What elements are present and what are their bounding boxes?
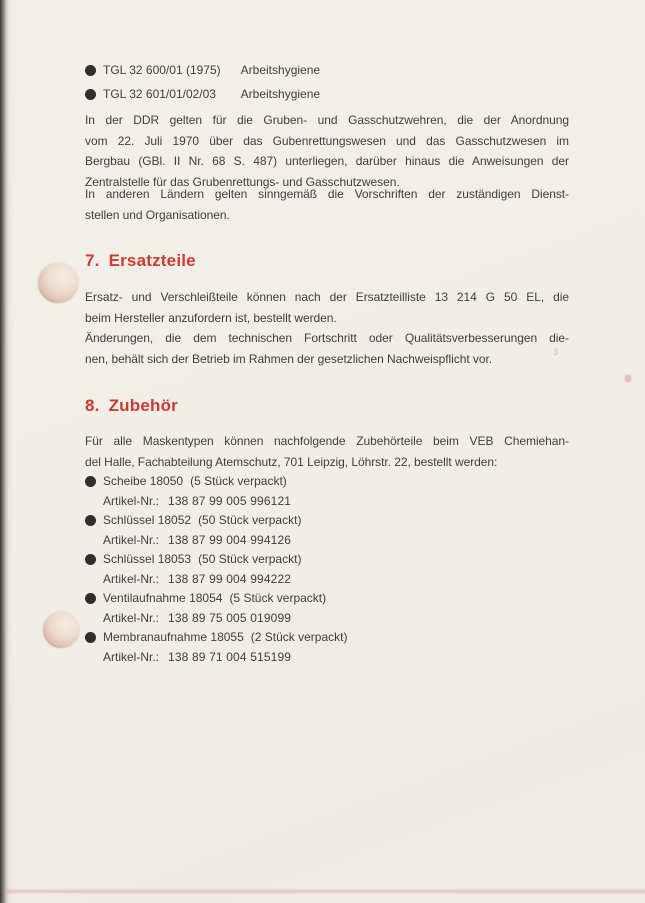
tgl-list-item: [85, 82, 569, 106]
article-label: Artikel-Nr.:: [103, 533, 160, 547]
tgl-code: TGL 32 600/01 (1975): [103, 63, 221, 77]
paragraph-accessories-intro: [85, 431, 569, 472]
section-number: 7.: [85, 251, 100, 270]
paragraph-line: In anderen Ländern gelten sinngemäß die Vorschriften der zuständigen Dienst-: [85, 187, 569, 201]
accessory-item: [85, 627, 569, 667]
article-number: 138 87 99 004 994126: [168, 533, 292, 547]
bullet-icon: [85, 593, 96, 604]
accessory-name: Schlüssel 18053: [103, 552, 192, 566]
paragraph-spare-parts-order: [85, 287, 569, 328]
paragraph-line: In der DDR gelten für die Gruben- und Gasschutzwehren, die der Anordnung: [85, 113, 569, 127]
tgl-standards-list: [85, 58, 569, 106]
accessory-article-line: [103, 530, 569, 550]
accessory-name-line: [103, 510, 569, 530]
paragraph-line: Änderungen, die dem technischen Fortschritt oder Qualitätsverbesserungen die-: [85, 331, 569, 345]
accessory-article-line: [103, 647, 569, 667]
bullet-icon: [85, 476, 96, 487]
bullet-icon: [85, 515, 96, 526]
accessory-name-line: [103, 549, 569, 569]
paragraph-line: beim Hersteller anzufordern ist, bestellt werden.: [85, 310, 337, 325]
section-title: Ersatzteile: [108, 251, 196, 270]
article-number: 138 89 71 004 515199: [168, 650, 292, 664]
bullet-icon: [85, 632, 96, 643]
accessory-name-line: [103, 627, 569, 647]
paragraph-line: Für alle Maskentypen können nachfolgende Zubehörteile beim VEB Chemiehan-: [85, 434, 569, 448]
paragraph-line: del Halle, Fachabteilung Atemschutz, 701 Leipzig, Löhrstr. 22, bestellt werden:: [85, 454, 498, 469]
bullet-icon: [85, 65, 96, 76]
accessory-pack: (5 Stück verpackt): [229, 591, 327, 605]
accessory-name: Schlüssel 18052: [103, 513, 192, 527]
article-label: Artikel-Nr.:: [103, 494, 160, 508]
paragraph-line: Ersatz- und Verschleißteile können nach der Ersatzteilliste 13 214 G 50 EL, die: [85, 290, 569, 304]
section-heading-ersatzteile: [85, 250, 569, 272]
accessory-article-line: [103, 491, 569, 511]
accessory-name-line: [103, 588, 569, 608]
accessory-item: [85, 471, 569, 511]
accessory-name: Scheibe 18050: [103, 474, 184, 488]
stray-print-mark: 3: [553, 347, 559, 357]
paragraph-line: Zentralstelle für das Grubenrettungs- und Gasschutzwesen.: [85, 174, 400, 189]
article-number: 138 89 75 005 019099: [168, 611, 292, 625]
article-number: 138 87 99 005 996121: [168, 494, 292, 508]
accessory-pack: (50 Stück verpackt): [198, 513, 302, 527]
article-label: Artikel-Nr.:: [103, 611, 160, 625]
article-label: Artikel-Nr.:: [103, 650, 160, 664]
accessory-item: [85, 588, 569, 628]
paragraph-other-countries: [85, 184, 569, 225]
section-title: Zubehör: [108, 396, 178, 415]
section-number: 8.: [85, 396, 100, 415]
next-page-pink-edge: [6, 888, 645, 894]
accessory-article-line: [103, 569, 569, 589]
punch-hole-bottom: [43, 612, 79, 648]
book-spine-edge: [0, 0, 14, 903]
tgl-list-item: [85, 58, 569, 82]
accessory-pack: (50 Stück verpackt): [198, 552, 302, 566]
bullet-icon: [85, 554, 96, 565]
article-label: Artikel-Nr.:: [103, 572, 160, 586]
bullet-icon: [85, 89, 96, 100]
paragraph-technical-changes: [85, 328, 569, 369]
article-number: 138 87 99 004 994222: [168, 572, 292, 586]
paragraph-line: vom 22. Juli 1970 über das Gubenrettungswesen und das Gasschutzwesen im: [85, 133, 569, 148]
accessory-article-line: [103, 608, 569, 628]
stray-print-dot: [625, 375, 631, 382]
accessory-pack: (2 Stück verpackt): [250, 630, 348, 644]
punch-hole-top: [38, 263, 78, 303]
accessory-pack: (5 Stück verpackt): [190, 474, 287, 488]
paragraph-line: nen, behält sich der Betrieb im Rahmen der gesetzlichen Nachweispflicht vor.: [85, 351, 493, 366]
tgl-code: TGL 32 601/01/02/03: [103, 87, 216, 101]
section-heading-zubehoer: [85, 395, 569, 417]
paragraph-line: Bergbau (GBl. II Nr. 68 S. 487) unterliegen, darüber hinaus die Anweisungen der: [85, 154, 569, 168]
tgl-category: Arbeitshygiene: [240, 87, 321, 101]
paragraph-ddr-regulations: [85, 110, 569, 192]
accessories-list: [85, 471, 569, 666]
accessory-item: [85, 510, 569, 550]
accessory-name-line: [103, 471, 569, 491]
accessory-name: Ventilaufnahme 18054: [103, 591, 223, 605]
tgl-category: Arbeitshygiene: [240, 63, 321, 77]
accessory-name: Membranaufnahme 18055: [103, 630, 244, 644]
paragraph-line: stellen und Organisationen.: [85, 207, 230, 222]
accessory-item: [85, 549, 569, 589]
